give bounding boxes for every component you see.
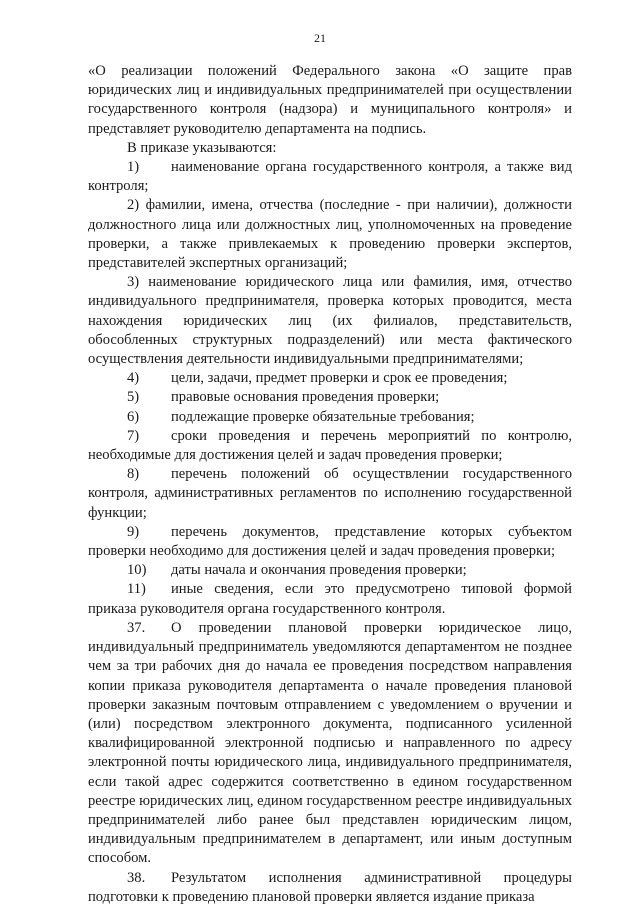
paragraph-text: иные сведения, если это предусмотрено типовой формой приказа руководителя органа государственного контроля. — [88, 581, 572, 617]
item-number: 1) — [127, 159, 140, 176]
paragraph — [88, 561, 572, 580]
paragraph-text: даты начала и окончания проведения проверки; — [171, 562, 467, 579]
item-number: 5) — [127, 389, 140, 406]
item-number: 6) — [127, 408, 140, 425]
paragraph-text: правовые основания проведения проверки; — [171, 389, 440, 406]
paragraph — [88, 369, 572, 388]
paragraph — [88, 62, 572, 139]
item-number: 10) — [127, 562, 147, 579]
paragraph-text: 2) фамилии, имена, отчества (последние - при наличии), должности должностного лица или должностных лиц, уполномоченных на проведение проверки, а также привлекаемых к проведению проверки экспертов, представителей экспертных организаций; — [88, 197, 572, 272]
paragraph — [88, 196, 572, 273]
paragraph-text: «О реализации положений Федерального закона «О защите прав юридических лиц и индивидуальных предпринимателей при осуществлении государственного контроля (надзора) и муниципального контроля» и представляет руководителю департамента на подпись. — [88, 63, 572, 137]
paragraph — [88, 408, 572, 427]
paragraph — [88, 427, 572, 465]
document-body — [88, 62, 572, 907]
paragraph — [88, 869, 572, 907]
item-number: 38. — [127, 869, 146, 886]
item-number: 11) — [127, 581, 146, 598]
paragraph-text: Результатом исполнения административной процедуры подготовки к проведению плановой проверки является издание приказа — [88, 869, 572, 905]
paragraph-text: подлежащие проверке обязательные требования; — [171, 408, 475, 425]
paragraph — [88, 158, 572, 196]
paragraph-text: В приказе указываются: — [127, 139, 277, 156]
page-number: 21 — [314, 31, 326, 45]
paragraph — [88, 580, 572, 618]
paragraph — [88, 388, 572, 407]
paragraph-text: перечень документов, представление которых субъектом проверки необходимо для достижения целей и задач проведения проверки; — [88, 523, 572, 560]
paragraph — [88, 139, 572, 158]
paragraph-text: цели, задачи, предмет проверки и срок ее проведения; — [171, 370, 508, 387]
paragraph-text: О проведении плановой проверки юридическое лицо, индивидуальный предприниматель уведомляются департаментом не позднее чем за три рабочих дня до начала ее проведения посредством направления копии приказа руководителя департамента о начале проведения плановой проверки заказным почтовым отправлением с уведомлением о вручении и (или) посредством электронного документа, подписанного усиленной квалифицированной электронной подписью и направленного по адресу электронной почты юридического лица, индивидуального предпринимателя, если такой адрес содержится соответственно в едином государственном реестре юридических лиц, едином государственном реестре индивидуальных предпринимателей либо ранее был представлен юридическим лицом, индивидуальным предпринимателем в департамент, или иным доступным способом. — [88, 619, 572, 867]
item-number: 7) — [127, 427, 140, 444]
paragraph-text: перечень положений об осуществлении государственного контроля, административных регламентов по исполнению государственной функции; — [88, 466, 572, 521]
paragraph — [88, 619, 572, 869]
paragraph-text: 3) наименование юридического лица или фамилия, имя, отчество индивидуального предпринимателя, проверка которых проводится, места нахождения юридических лиц (их филиалов, представительств, обособленных структурных подразделений) или места фактического осуществления деятельности индивидуальными предпринимателями; — [88, 274, 572, 368]
item-number: 8) — [127, 466, 140, 483]
paragraph — [88, 273, 572, 369]
paragraph — [88, 523, 572, 561]
item-number: 37. — [127, 619, 146, 636]
paragraph-text: наименование органа государственного контроля, а также вид контроля; — [88, 159, 572, 195]
paragraph-text: сроки проведения и перечень мероприятий по контролю, необходимые для достижения целей и задач проведения проверки; — [88, 427, 572, 464]
paragraph — [88, 465, 572, 523]
item-number: 4) — [127, 370, 140, 387]
item-number: 9) — [127, 523, 140, 540]
